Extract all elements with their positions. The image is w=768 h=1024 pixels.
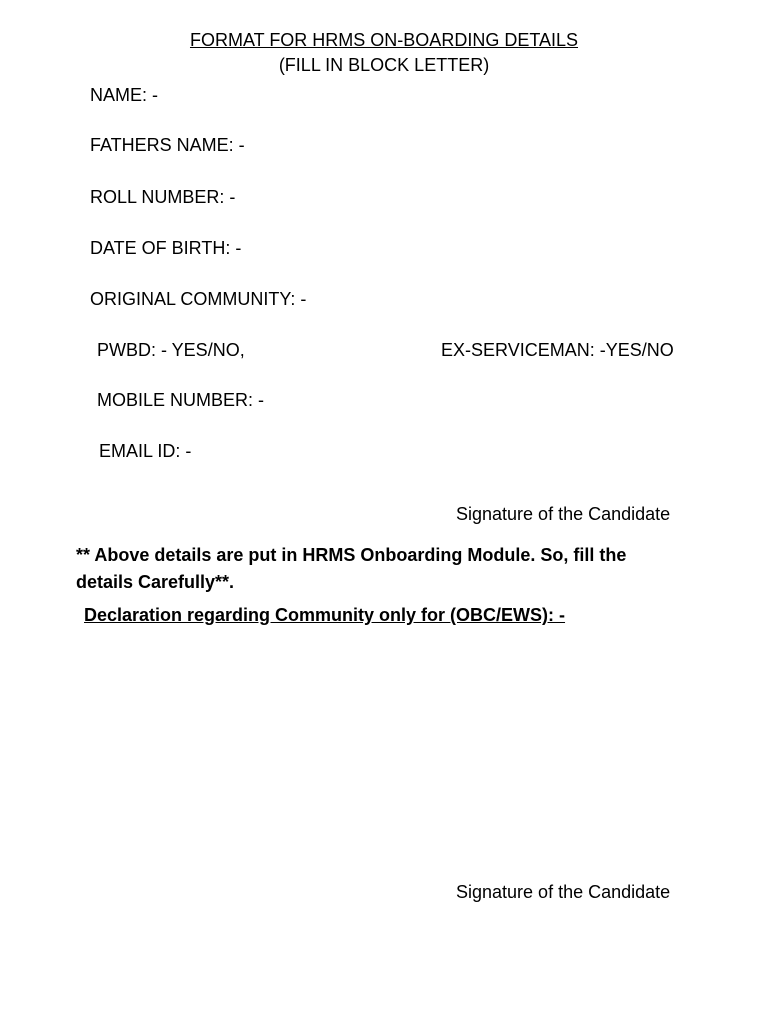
field-ex-serviceman: EX-SERVICEMAN: -YES/NO xyxy=(441,340,674,360)
field-email-id: EMAIL ID: - xyxy=(99,441,192,461)
field-mobile-number: MOBILE NUMBER: - xyxy=(97,390,265,410)
field-original-community: ORIGINAL COMMUNITY: - xyxy=(90,289,307,309)
field-roll-number: ROLL NUMBER: - xyxy=(90,187,236,207)
signature-label-2: Signature of the Candidate xyxy=(456,882,671,902)
document-subtitle: (FILL IN BLOCK LETTER) xyxy=(278,55,490,75)
document-title: FORMAT FOR HRMS ON-BOARDING DETAILS xyxy=(189,30,579,50)
instruction-note: ** Above details are put in HRMS Onboarding Module. So, fill the details Carefully**. xyxy=(76,545,627,592)
signature-label-1: Signature of the Candidate xyxy=(456,504,671,524)
field-name: NAME: - xyxy=(90,85,159,105)
declaration-heading: Declaration regarding Community only for (OBC/EWS): - xyxy=(84,605,566,625)
field-pwbd: PWBD: - YES/NO, xyxy=(97,340,245,360)
field-fathers-name: FATHERS NAME: - xyxy=(90,135,245,155)
field-date-of-birth: DATE OF BIRTH: - xyxy=(90,238,242,258)
